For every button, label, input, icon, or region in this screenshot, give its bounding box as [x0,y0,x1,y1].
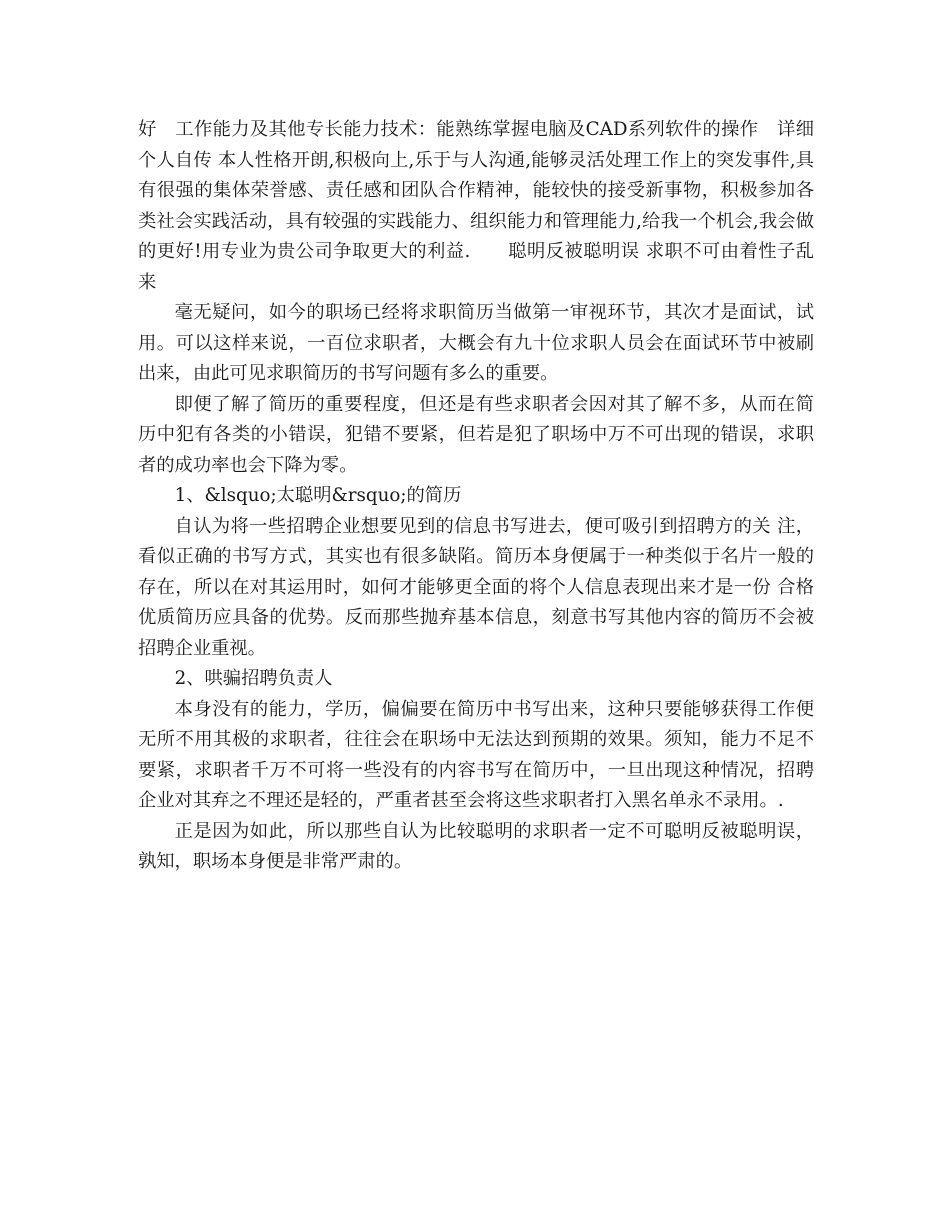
body-paragraph: 本身没有的能力，学历，偏偏要在简历中书写出来，这种只要能够获得工作便无所不用其极的求职者，往往会在职场中无法达到预期的效果。须知，能力不足不要紧，求职者千万不可将一些没有的内容书写在简历中，一旦出现这种情况，招聘企业对其弃之不理还是轻的，严重者甚至会将这些求职者打入黑名单永不录用。. [138,698,814,811]
body-paragraph: 即便了解了简历的重要程度，但还是有些求职者会因对其了解不多，从而在简历中犯有各类的小错误，犯错不要紧，但若是犯了职场中万不可出现的错误，求职者的成功率也会下降为零。 [138,393,814,476]
body-paragraph: 自认为将一些招聘企业想要见到的信息书写进去，便可吸引到招聘方的关 注，看似正确的书写方式，其实也有很多缺陷。简历本身便属于一种类似于名片一般的存在，所以在对其运用时，如何才能够更全面的将个人信息表现出来才是一份 合格优质简历应具备的优势。反而那些抛弃基本信息，刻意书写其他内容的简历不会被招聘企业重视。 [138,515,814,659]
intro-paragraph: 好 工作能力及其他专长能力技术：能熟练掌握电脑及CAD系列软件的操作 详细个人自传 本人性格开朗,积极向上,乐于与人沟通,能够灵活处理工作上的突发事件,具有很强的集体荣誉感、责任感和团队合作精神，能较快的接受新事物，积极参加各类社会实践活动，具有较强的实践能力、组织能力和管理能力,给我一个机会,我会做的更好!用专业为贵公司争取更大的利益. 聪明反被聪明误 求职不可由着性子乱来 [138,119,814,293]
document-body [138,115,814,878]
body-paragraph: 毫无疑问，如今的职场已经将求职简历当做第一审视环节，其次才是面试，试用。可以这样来说，一百位求职者，大概会有九十位求职人员会在面试环节中被刷出来，由此可见求职简历的书写问题有多么的重要。 [138,302,814,384]
body-paragraph: 正是因为如此，所以那些自认为比较聪明的求职者一定不可聪明反被聪明误，孰知，职场本身便是非常严肃的。 [138,820,814,872]
section-heading: 1、&lsquo;太聪明&rsquo;的简历 [174,485,462,506]
section-heading: 2、哄骗招聘负责人 [174,668,333,689]
